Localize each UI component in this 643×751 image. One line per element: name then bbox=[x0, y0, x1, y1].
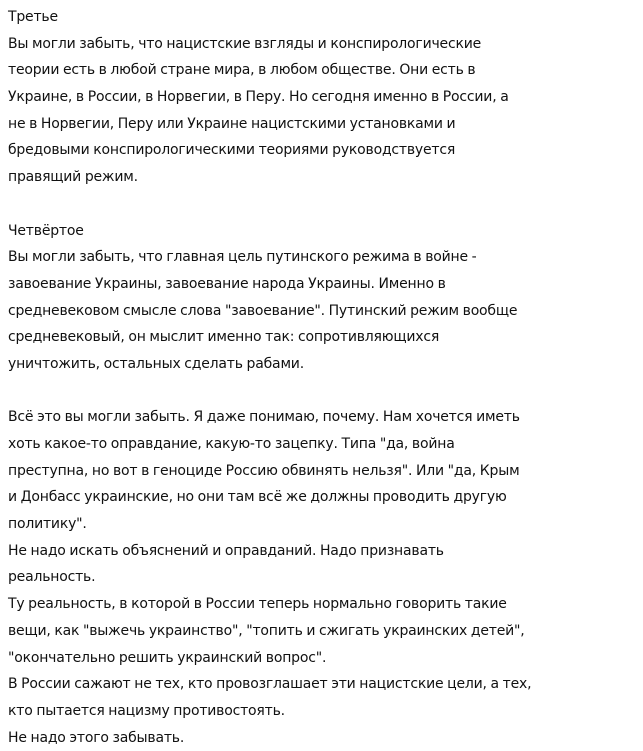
paragraph-line: политику". bbox=[8, 516, 87, 533]
paragraph-line: Украине, в России, в Норвегии, в Перу. Но сегодня именно в России, а bbox=[8, 89, 509, 106]
paragraph-line: вещи, как "выжечь украинство", "топить и сжигать украинских детей", bbox=[8, 622, 525, 639]
paragraph-line: бредовыми конспирологическими теориями руководствуется bbox=[8, 142, 456, 159]
paragraph-line: правящий режим. bbox=[8, 169, 138, 186]
paragraph-line: реальность. bbox=[8, 569, 96, 586]
paragraph-line: Вы могли забыть, что главная цель путинского режима в войне - bbox=[8, 249, 477, 266]
paragraph-line: хоть какое-то оправдание, какую-то зацепку. Типа "да, война bbox=[8, 436, 455, 452]
paragraph-line: Не надо искать объяснений и оправданий. Надо признавать bbox=[8, 542, 444, 559]
paragraph-line: преступна, но вот в геноциде Россию обвинять нельзя". Или "да, Крым bbox=[8, 462, 520, 479]
paragraph-line: средневековый, он мыслит именно так: сопротивляющихся bbox=[8, 329, 440, 346]
paragraph-line: Вы могли забыть, что нацистские взгляды и конспирологические bbox=[8, 35, 482, 52]
paragraph-gap bbox=[8, 191, 638, 218]
paragraph-line: уничтожить, остальных сделать рабами. bbox=[8, 355, 304, 372]
paragraph-line: средневековом смысле слова "завоевание". Путинский режим вообще bbox=[8, 302, 518, 319]
paragraph-gap bbox=[8, 378, 638, 405]
article-text bbox=[8, 4, 638, 751]
paragraph-line: не в Норвегии, Перу или Украине нацистскими установками и bbox=[8, 115, 456, 132]
paragraph-line: Всё это вы могли забыть. Я даже понимаю, почему. Нам хочется иметь bbox=[8, 409, 520, 426]
paragraph-line: "окончательно решить украинский вопрос". bbox=[8, 649, 327, 666]
paragraph-line: Ту реальность, в которой в России теперь нормально говорить такие bbox=[8, 596, 507, 613]
paragraph-line: В России сажают не тех, кто провозглашает эти нацистские цели, а тех, bbox=[8, 676, 532, 693]
paragraph-line: теории есть в любой стране мира, в любом обществе. Они есть в bbox=[8, 62, 476, 79]
section-heading-fourth: Четвёртое bbox=[8, 222, 84, 239]
paragraph-line: завоевание Украины, завоевание народа Украины. Именно в bbox=[8, 275, 446, 292]
paragraph-line: кто пытается нацизму противостоять. bbox=[8, 702, 285, 719]
paragraph-line: и Донбасс украинские, но они там всё же должны проводить другую bbox=[8, 489, 507, 506]
paragraph-line: Не надо этого забывать. bbox=[8, 729, 185, 746]
section-heading-third: Третье bbox=[8, 9, 58, 25]
